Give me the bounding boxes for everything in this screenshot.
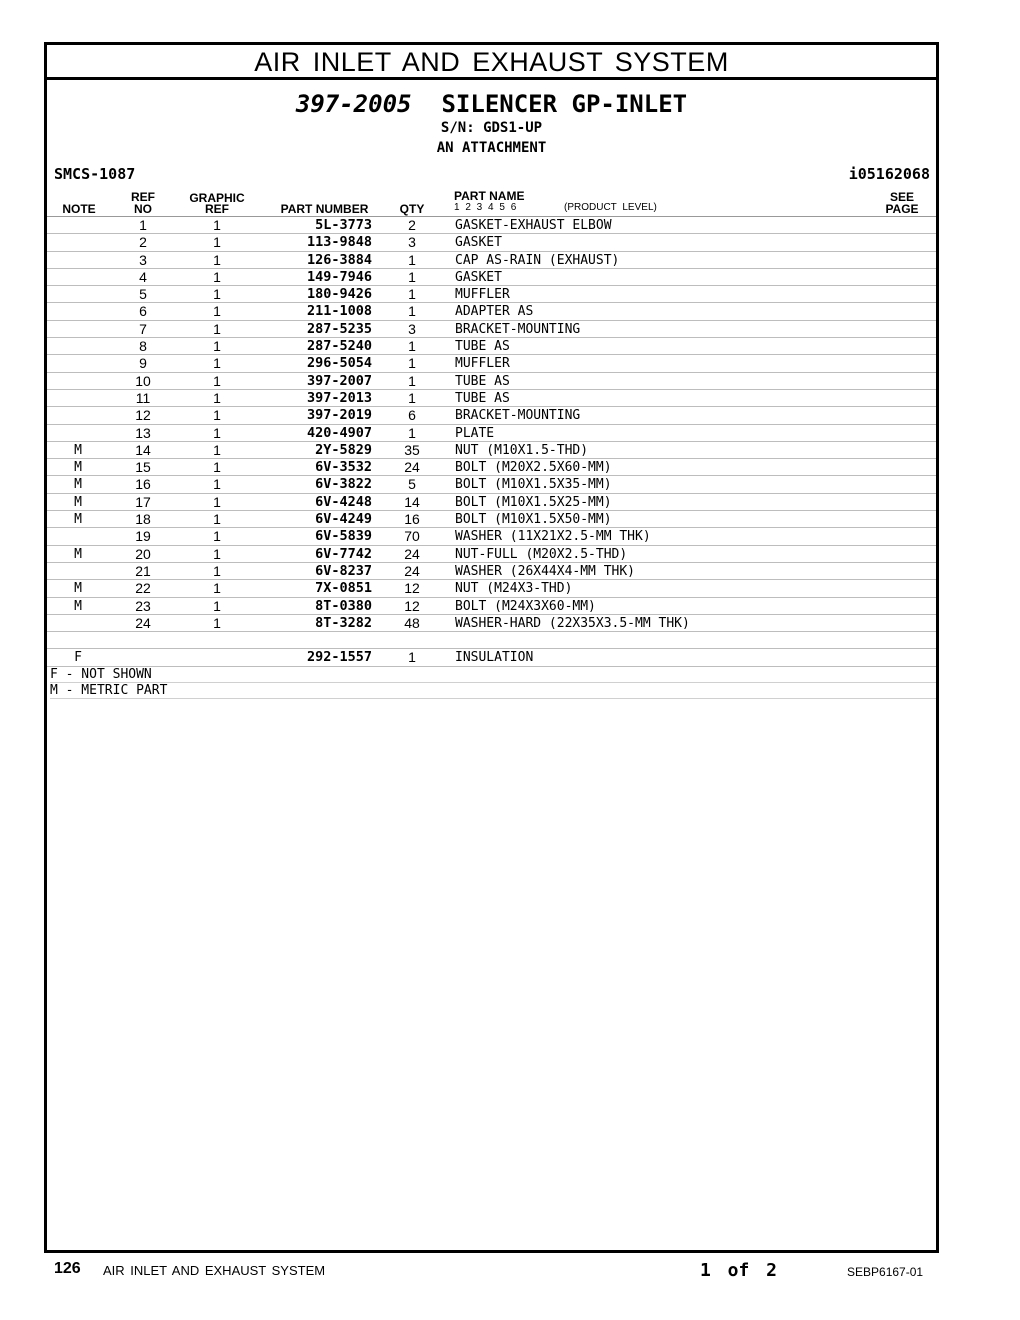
table-row [47,286,936,303]
row-part-name: BOLT (M10X1.5X35-MM) [455,477,612,493]
illustration-id: i05162068 [848,165,930,183]
row-part-number: 6V-4248 [315,493,372,510]
row-part-name: WASHER (26X44X4-MM THK) [455,563,636,579]
row-ref-no: 12 [135,407,151,424]
table-row [47,234,936,251]
row-part-name: WASHER-HARD (22X35X3.5-MM THK) [455,615,690,631]
row-ref-no: 16 [135,476,151,493]
row-graphic-ref: 1 [213,407,221,424]
row-ref-no: 2 [139,234,147,251]
row-ref-no: 9 [139,355,147,372]
row-part-name: MUFFLER [455,356,510,372]
row-part-name: TUBE AS [455,373,510,389]
row-note: M [74,477,82,493]
row-part-name: CAP AS-RAIN (EXHAUST) [455,252,620,268]
footer-section: AIR INLET AND EXHAUST SYSTEM [103,1263,326,1278]
row-part-name: ADAPTER AS [455,304,534,320]
col-graphic-top: GRAPHIC [189,191,245,205]
row-part-name: BRACKET-MOUNTING [455,321,581,337]
row-part-name: BOLT (M10X1.5X25-MM) [455,494,612,510]
col-ref-top: REF [131,190,155,204]
row-part-name: GASKET-EXHAUST ELBOW [455,218,612,233]
row-part-number: 292-1557 [306,649,372,666]
serial-number: S/N: GDS1-UP [440,120,543,136]
row-ref-no: 20 [135,545,151,562]
group-name: SILENCER GP-INLET [441,90,688,118]
row-part-name: TUBE AS [455,390,510,406]
row-graphic-ref: 1 [213,441,221,458]
row-ref-no: 17 [135,493,151,510]
row-graphic-ref: 1 [213,338,221,355]
smcs-row [47,165,936,185]
row-part-name: NUT (M10X1.5-THD) [455,442,589,458]
row-note: M [74,442,82,458]
row-part-number: 6V-3532 [315,459,372,476]
group-number: 397-2005 [295,90,412,118]
table-row [47,321,936,338]
row-ref-no: 1 [139,217,147,233]
row-qty: 24 [404,545,420,562]
row-part-name: NUT (M24X3-THD) [455,581,573,597]
table-row [47,459,936,476]
row-qty: 3 [408,320,416,337]
row-part-name: BOLT (M24X3X60-MM) [455,598,596,614]
row-part-number: 180-9426 [306,286,372,303]
row-part-number: 296-5054 [306,355,372,372]
row-part-number: 6V-3822 [315,476,372,493]
row-part-number: 6V-4249 [315,511,372,528]
row-part-number: 126-3884 [306,251,372,268]
row-part-number: 113-9848 [306,234,372,251]
row-graphic-ref: 1 [213,234,221,251]
table-row [47,442,936,459]
row-graphic-ref: 1 [213,528,221,545]
section-title: AIR INLET AND EXHAUST SYSTEM [47,45,936,80]
table-row [47,425,936,442]
table-row [47,494,936,511]
table-row [47,580,936,597]
row-ref-no: 22 [135,580,151,597]
table-row [47,563,936,580]
row-ref-no: 15 [135,459,151,476]
row-part-name: NUT-FULL (M20X2.5-THD) [455,546,628,562]
row-part-number: 397-2019 [306,407,372,424]
table-row [47,598,936,615]
row-ref-no: 3 [139,251,147,268]
row-graphic-ref: 1 [213,562,221,579]
row-part-name: INSULATION [455,650,534,666]
row-ref-no: 7 [139,320,147,337]
table-row [47,252,936,269]
table-row [47,632,936,649]
row-note: M [74,546,82,562]
row-note: M [74,581,82,597]
col-part-number: PART NUMBER [280,202,369,216]
row-qty: 12 [404,597,420,614]
table-row [47,528,936,545]
col-see-bottom: PAGE [885,202,919,216]
page-frame [44,42,939,1253]
row-part-name: GASKET [455,269,502,285]
row-ref-no: 19 [135,528,151,545]
row-ref-no: 23 [135,597,151,614]
row-ref-no: 8 [139,338,147,355]
row-part-number: 397-2013 [306,389,372,406]
row-qty: 1 [408,649,416,666]
row-graphic-ref: 1 [213,614,221,631]
row-graphic-ref: 1 [213,303,221,320]
group-title-line [47,90,936,118]
row-graphic-ref: 1 [213,476,221,493]
col-product-level: (PRODUCT LEVEL) [564,202,657,213]
row-part-number: 397-2007 [306,372,372,389]
col-graphic-bottom: REF [205,202,229,216]
note-line: F - NOT SHOWN [50,667,936,683]
row-qty: 35 [404,441,420,458]
col-ref-bottom: NO [134,202,152,216]
row-qty: 1 [408,372,416,389]
row-ref-no: 18 [135,511,151,528]
col-see-top: SEE [889,190,914,204]
table-row [47,407,936,424]
table-row [47,338,936,355]
table-row [47,390,936,407]
row-part-name: GASKET [455,235,502,251]
smcs-code: SMCS-1087 [54,165,136,183]
row-graphic-ref: 1 [213,355,221,372]
row-qty: 14 [404,493,420,510]
row-qty: 1 [408,389,416,406]
row-part-number: 8T-3282 [315,614,372,631]
row-note: F [74,650,82,666]
row-qty: 1 [408,251,416,268]
row-note: M [74,512,82,528]
row-part-name: TUBE AS [455,339,510,355]
row-ref-no: 5 [139,286,147,303]
table-row [47,615,936,632]
row-qty: 24 [404,459,420,476]
row-part-number: 5L-3773 [315,217,372,233]
row-note: M [74,460,82,476]
row-part-name: BOLT (M10X1.5X50-MM) [455,512,612,528]
footer-doc-number: SEBP6167-01 [847,1265,924,1279]
row-graphic-ref: 1 [213,389,221,406]
note-line: M - METRIC PART [50,683,936,699]
row-part-number: 287-5235 [306,320,372,337]
row-graphic-ref: 1 [213,424,221,441]
row-graphic-ref: 1 [213,459,221,476]
row-part-number: 6V-5839 [315,528,372,545]
row-qty: 1 [408,286,416,303]
row-graphic-ref: 1 [213,597,221,614]
table-row [47,476,936,493]
row-part-number: 211-1008 [306,303,372,320]
row-graphic-ref: 1 [213,493,221,510]
row-part-name: BRACKET-MOUNTING [455,408,581,424]
table-row [47,511,936,528]
row-qty: 48 [404,614,420,631]
row-ref-no: 14 [135,441,151,458]
table-row [47,303,936,320]
row-ref-no: 10 [135,372,151,389]
footer-page-of: 1 of 2 [700,1260,778,1281]
row-graphic-ref: 1 [213,320,221,337]
row-graphic-ref: 1 [213,286,221,303]
footer-page-number: 126 [54,1260,81,1277]
row-part-number: 6V-7742 [315,545,372,562]
row-qty: 1 [408,355,416,372]
row-qty: 2 [408,217,416,233]
attachment-label: AN ATTACHMENT [436,140,547,156]
col-qty: QTY [399,202,425,216]
table-row [47,546,936,563]
row-part-name: PLATE [455,425,495,441]
col-levels: 1 2 3 4 5 6 [454,202,517,213]
row-graphic-ref: 1 [213,372,221,389]
row-part-name: WASHER (11X21X2.5-MM THK) [455,529,651,545]
row-part-number: 6V-8237 [315,562,372,579]
row-graphic-ref: 1 [213,511,221,528]
row-ref-no: 21 [135,562,151,579]
row-qty: 70 [404,528,420,545]
row-qty: 24 [404,562,420,579]
row-part-name: BOLT (M20X2.5X60-MM) [455,460,612,476]
row-qty: 3 [408,234,416,251]
row-graphic-ref: 1 [213,545,221,562]
row-ref-no: 4 [139,268,147,285]
row-note: M [74,598,82,614]
row-qty: 16 [404,511,420,528]
row-qty: 1 [408,338,416,355]
row-qty: 5 [408,476,416,493]
page-footer [0,1258,1020,1288]
row-qty: 1 [408,303,416,320]
row-qty: 6 [408,407,416,424]
table-row [47,373,936,390]
row-part-number: 420-4907 [306,424,372,441]
row-part-number: 287-5240 [306,338,372,355]
table-row [47,649,936,666]
row-ref-no: 13 [135,424,151,441]
row-part-name: MUFFLER [455,287,510,303]
row-part-number: 2Y-5829 [315,441,372,458]
row-qty: 12 [404,580,420,597]
row-part-number: 8T-0380 [315,597,372,614]
col-note: NOTE [62,202,96,216]
notes-legend [47,667,936,699]
row-ref-no: 6 [139,303,147,320]
row-qty: 1 [408,268,416,285]
col-part-name: PART NAME [454,189,525,203]
row-ref-no: 11 [135,389,151,406]
row-graphic-ref: 1 [213,251,221,268]
group-heading [47,80,936,158]
table-row [47,269,936,286]
row-part-number: 7X-0851 [315,580,372,597]
table-row [47,217,936,234]
row-graphic-ref: 1 [213,268,221,285]
row-graphic-ref: 1 [213,217,221,233]
row-part-number: 149-7946 [306,268,372,285]
parts-table [47,217,936,699]
row-graphic-ref: 1 [213,580,221,597]
row-note: M [74,494,82,510]
table-row [47,355,936,372]
row-ref-no: 24 [135,614,151,631]
column-headers [47,189,936,217]
row-qty: 1 [408,424,416,441]
